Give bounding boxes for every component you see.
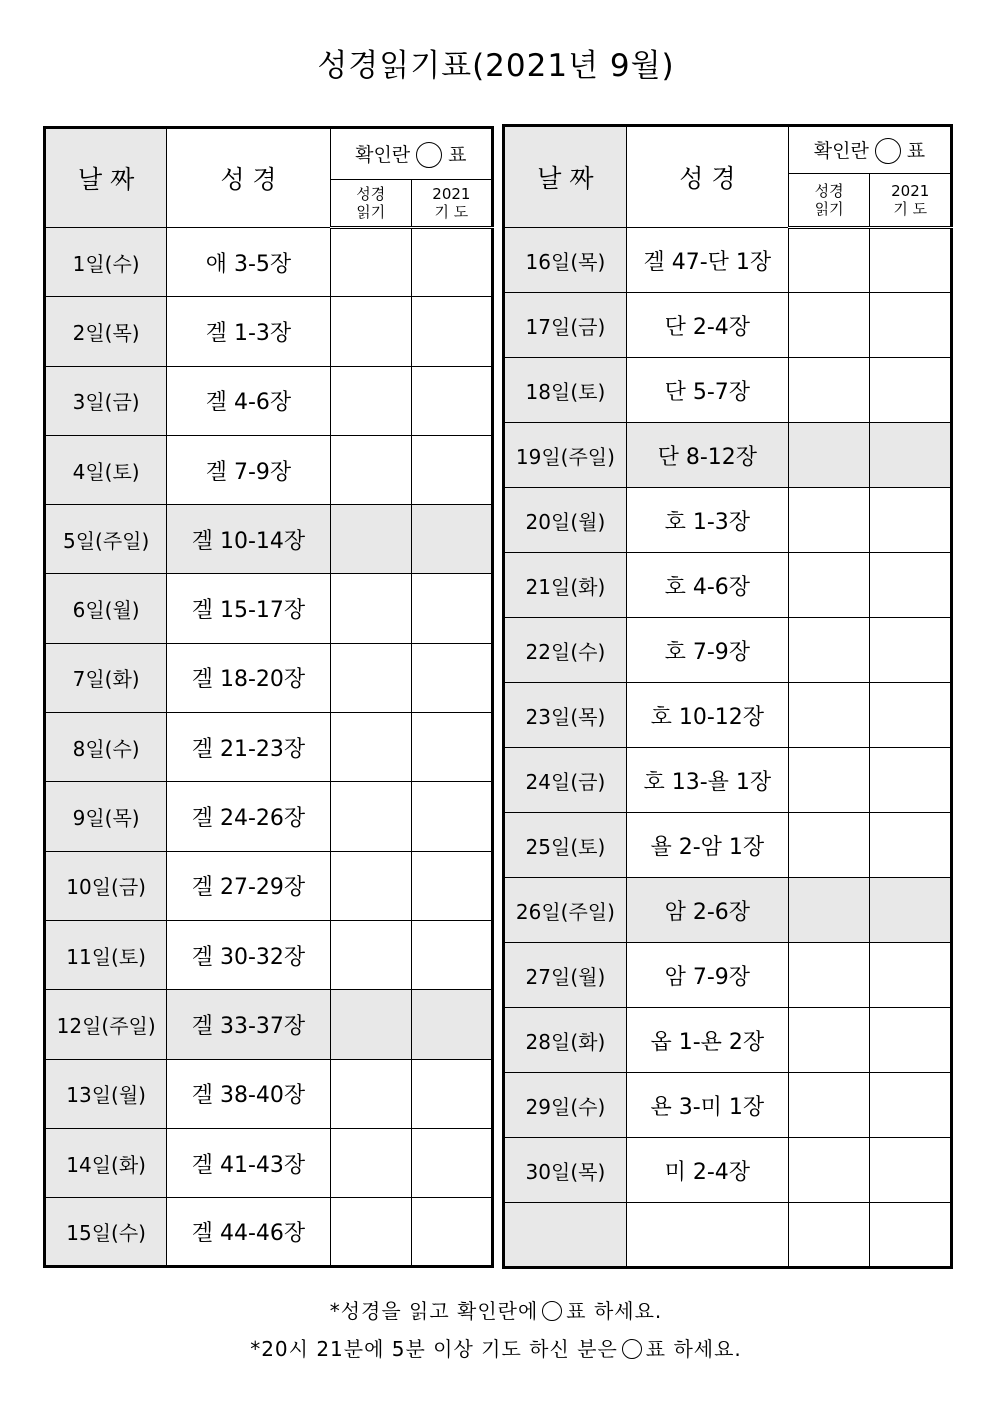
date-cell: 19일(주일) [504, 423, 627, 488]
reading-cell: 겔 47-단 1장 [626, 228, 788, 293]
read-check-cell[interactable] [788, 1008, 870, 1073]
reading-cell: 겔 41-43장 [167, 1128, 330, 1197]
reading-cell: 겔 18-20장 [167, 643, 330, 712]
pray-column-header: 2021 기 도 [411, 180, 492, 228]
table-row [504, 488, 952, 553]
table-row [504, 1073, 952, 1138]
read-check-cell[interactable] [330, 505, 411, 574]
reading-cell [626, 1203, 788, 1268]
pray-check-cell[interactable] [870, 423, 952, 488]
reading-cell: 미 2-4장 [626, 1138, 788, 1203]
pray-check-cell[interactable] [411, 505, 492, 574]
pray-check-cell[interactable] [411, 920, 492, 989]
reading-cell: 호 10-12장 [626, 683, 788, 748]
date-cell: 30일(목) [504, 1138, 627, 1203]
table-row [45, 713, 493, 782]
date-cell: 14일(화) [45, 1128, 167, 1197]
date-cell: 25일(토) [504, 813, 627, 878]
date-cell: 11일(토) [45, 920, 167, 989]
instruction-line-2: *20시 21분에 5분 이상 기도 하신 분은 표 하세요. [250, 1337, 742, 1361]
table-row [504, 553, 952, 618]
read-check-cell[interactable] [788, 943, 870, 1008]
pray-check-cell[interactable] [411, 851, 492, 920]
table-header-row [45, 128, 493, 180]
date-cell: 23일(목) [504, 683, 627, 748]
date-cell: 2일(목) [45, 297, 167, 366]
table-header-row [504, 126, 952, 174]
table-row [504, 1203, 952, 1268]
read-check-cell[interactable] [330, 782, 411, 851]
date-cell: 3일(금) [45, 366, 167, 435]
table-row [45, 643, 493, 712]
date-cell: 26일(주일) [504, 878, 627, 943]
reading-cell: 호 4-6장 [626, 553, 788, 618]
read-check-cell[interactable] [330, 1059, 411, 1128]
read-check-cell[interactable] [788, 618, 870, 683]
read-check-cell[interactable] [330, 1128, 411, 1197]
date-cell: 13일(월) [45, 1059, 167, 1128]
reading-table-left [43, 126, 494, 1268]
read-check-cell[interactable] [330, 920, 411, 989]
date-column-header: 날 짜 [45, 128, 167, 228]
date-cell: 28일(화) [504, 1008, 627, 1073]
read-check-cell[interactable] [788, 813, 870, 878]
table-row [45, 297, 493, 366]
pray-column-header: 2021 기 도 [870, 174, 952, 228]
pray-check-cell[interactable] [411, 713, 492, 782]
table-row [45, 782, 493, 851]
reading-cell: 애 3-5장 [167, 228, 330, 297]
table-row [504, 813, 952, 878]
bible-column-header: 성 경 [626, 126, 788, 228]
read-column-header: 성경 읽기 [788, 174, 870, 228]
table-row [45, 1128, 493, 1197]
pray-check-cell[interactable] [870, 228, 952, 293]
pray-check-cell[interactable] [411, 1059, 492, 1128]
date-cell: 22일(수) [504, 618, 627, 683]
date-cell: 12일(주일) [45, 990, 167, 1059]
read-check-cell[interactable] [788, 683, 870, 748]
reading-cell: 겔 4-6장 [167, 366, 330, 435]
reading-cell: 단 2-4장 [626, 293, 788, 358]
date-cell [504, 1203, 627, 1268]
table-row [504, 618, 952, 683]
date-cell: 1일(수) [45, 228, 167, 297]
reading-cell: 겔 33-37장 [167, 990, 330, 1059]
pray-check-cell[interactable] [411, 643, 492, 712]
table-row [504, 943, 952, 1008]
date-cell: 5일(주일) [45, 505, 167, 574]
pray-check-cell[interactable] [870, 553, 952, 618]
table-row [504, 1008, 952, 1073]
instruction-line-1: *성경을 읽고 확인란에 표 하세요. [329, 1299, 663, 1323]
date-cell: 9일(목) [45, 782, 167, 851]
table-row [504, 683, 952, 748]
date-cell: 27일(월) [504, 943, 627, 1008]
table-row [45, 574, 493, 643]
pray-check-cell[interactable] [411, 782, 492, 851]
date-cell: 16일(목) [504, 228, 627, 293]
pray-check-cell[interactable] [870, 1203, 952, 1268]
date-cell: 24일(금) [504, 748, 627, 813]
circle-icon [622, 1339, 642, 1359]
table-row [504, 878, 952, 943]
confirm-column-header [330, 128, 492, 180]
pray-check-cell[interactable] [411, 366, 492, 435]
table-row [504, 748, 952, 813]
read-check-cell[interactable] [788, 1073, 870, 1138]
table-row [45, 228, 493, 297]
pray-check-cell[interactable] [411, 1198, 492, 1267]
read-check-cell[interactable] [788, 553, 870, 618]
read-check-cell[interactable] [788, 488, 870, 553]
table-row [45, 920, 493, 989]
circle-icon [875, 138, 901, 164]
pray-check-cell[interactable] [870, 1073, 952, 1138]
reading-cell: 호 13-욜 1장 [626, 748, 788, 813]
pray-check-cell[interactable] [870, 683, 952, 748]
read-check-cell[interactable] [330, 1198, 411, 1267]
read-check-cell[interactable] [330, 228, 411, 297]
confirm-mark-label: 표 [906, 139, 926, 162]
date-cell: 6일(월) [45, 574, 167, 643]
circle-icon [542, 1301, 562, 1321]
reading-cell: 단 5-7장 [626, 358, 788, 423]
page-title: 성경읽기표(2021년 9월) [317, 48, 675, 84]
reading-cell: 암 2-6장 [626, 878, 788, 943]
date-cell: 8일(수) [45, 713, 167, 782]
table-row [45, 1198, 493, 1267]
reading-cell: 겔 21-23장 [167, 713, 330, 782]
table-row [504, 293, 952, 358]
read-check-cell[interactable] [788, 423, 870, 488]
reading-cell: 호 1-3장 [626, 488, 788, 553]
read-check-cell[interactable] [788, 748, 870, 813]
pray-check-cell[interactable] [870, 943, 952, 1008]
confirm-label: 확인란 [813, 139, 869, 162]
date-cell: 4일(토) [45, 435, 167, 504]
date-cell: 10일(금) [45, 851, 167, 920]
read-check-cell[interactable] [330, 713, 411, 782]
reading-cell: 겔 44-46장 [167, 1198, 330, 1267]
confirm-column-header [788, 126, 951, 174]
reading-cell: 겔 24-26장 [167, 782, 330, 851]
confirm-mark-label: 표 [448, 143, 467, 166]
circle-icon [416, 142, 442, 168]
read-check-cell[interactable] [330, 435, 411, 504]
reading-cell: 겔 38-40장 [167, 1059, 330, 1128]
pray-check-cell[interactable] [870, 1138, 952, 1203]
pray-check-cell[interactable] [411, 435, 492, 504]
reading-cell: 암 7-9장 [626, 943, 788, 1008]
table-row [45, 435, 493, 504]
date-column-header: 날 짜 [504, 126, 627, 228]
read-check-cell[interactable] [788, 228, 870, 293]
pray-check-cell[interactable] [411, 228, 492, 297]
pray-check-cell[interactable] [411, 574, 492, 643]
read-column-header: 성경 읽기 [330, 180, 411, 228]
table-row [45, 851, 493, 920]
date-cell: 7일(화) [45, 643, 167, 712]
bible-column-header: 성 경 [167, 128, 330, 228]
date-cell: 17일(금) [504, 293, 627, 358]
date-cell: 29일(수) [504, 1073, 627, 1138]
read-check-cell[interactable] [788, 358, 870, 423]
read-check-cell[interactable] [330, 366, 411, 435]
date-cell: 18일(토) [504, 358, 627, 423]
pray-check-cell[interactable] [870, 748, 952, 813]
reading-cell: 겔 15-17장 [167, 574, 330, 643]
reading-cell: 겔 30-32장 [167, 920, 330, 989]
pray-check-cell[interactable] [870, 293, 952, 358]
pray-check-cell[interactable] [870, 1008, 952, 1073]
read-check-cell[interactable] [330, 643, 411, 712]
reading-cell: 겔 7-9장 [167, 435, 330, 504]
reading-cell: 겔 1-3장 [167, 297, 330, 366]
reading-cell: 겔 10-14장 [167, 505, 330, 574]
read-check-cell[interactable] [788, 293, 870, 358]
reading-cell: 욜 2-암 1장 [626, 813, 788, 878]
table-row [504, 1138, 952, 1203]
date-cell: 21일(화) [504, 553, 627, 618]
instructions [0, 1292, 992, 1368]
pray-check-cell[interactable] [870, 618, 952, 683]
date-cell: 15일(수) [45, 1198, 167, 1267]
reading-cell: 단 8-12장 [626, 423, 788, 488]
read-check-cell[interactable] [330, 990, 411, 1059]
pray-check-cell[interactable] [411, 297, 492, 366]
read-check-cell[interactable] [330, 297, 411, 366]
pray-check-cell[interactable] [870, 488, 952, 553]
table-row [45, 1059, 493, 1128]
reading-table-right [502, 124, 953, 1269]
read-check-cell[interactable] [330, 574, 411, 643]
read-check-cell[interactable] [788, 1203, 870, 1268]
table-row [504, 358, 952, 423]
reading-cell: 호 7-9장 [626, 618, 788, 683]
table-row [45, 505, 493, 574]
read-check-cell[interactable] [788, 878, 870, 943]
pray-check-cell[interactable] [411, 1128, 492, 1197]
table-row [45, 366, 493, 435]
reading-cell: 겔 27-29장 [167, 851, 330, 920]
reading-cell: 옵 1-욘 2장 [626, 1008, 788, 1073]
pray-check-cell[interactable] [870, 813, 952, 878]
table-row [504, 228, 952, 293]
table-row [504, 423, 952, 488]
read-check-cell[interactable] [788, 1138, 870, 1203]
pray-check-cell[interactable] [870, 878, 952, 943]
reading-cell: 욘 3-미 1장 [626, 1073, 788, 1138]
pray-check-cell[interactable] [870, 358, 952, 423]
pray-check-cell[interactable] [411, 990, 492, 1059]
confirm-label: 확인란 [355, 143, 411, 166]
date-cell: 20일(월) [504, 488, 627, 553]
table-row [45, 990, 493, 1059]
read-check-cell[interactable] [330, 851, 411, 920]
